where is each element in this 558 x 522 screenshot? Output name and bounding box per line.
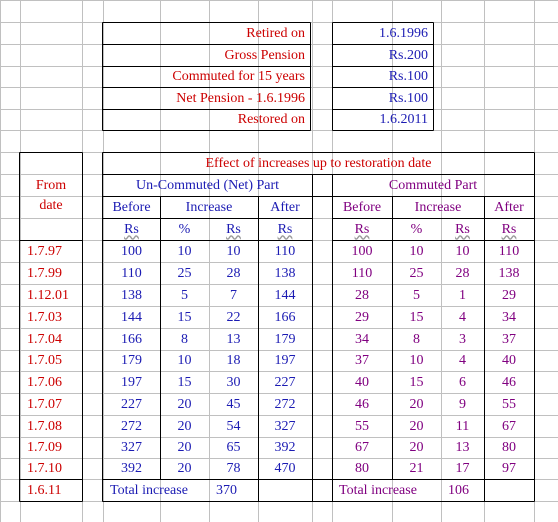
net-pension-value[interactable]: Rs.100 [388, 90, 428, 106]
u-after-cell[interactable]: 166 [274, 309, 296, 325]
u-before-unit-text: Rs [124, 221, 139, 237]
date-cell[interactable]: 1.7.09 [27, 440, 62, 455]
date-cell[interactable]: 1.7.04 [27, 331, 62, 347]
u-rs-cell[interactable]: 28 [226, 265, 241, 281]
u-pct-cell[interactable]: 20 [177, 418, 192, 434]
u-after-cell[interactable]: 227 [274, 374, 296, 390]
c-pct-cell[interactable]: 8 [413, 331, 420, 347]
c-before-cell[interactable]: 55 [355, 418, 369, 434]
net-pension-label[interactable]: Net Pension - 1.6.1996 [176, 90, 305, 106]
u-total-increase-value[interactable]: 370 [216, 482, 237, 498]
gross-pension-label[interactable]: Gross Pension [224, 47, 305, 63]
u-pct-cell[interactable]: 20 [177, 461, 192, 476]
u-before-header[interactable]: Before [112, 199, 151, 215]
c-rs-unit-text: Rs [455, 221, 470, 237]
u-after-cell[interactable]: 179 [274, 331, 296, 347]
date-cell[interactable]: 1.7.97 [27, 243, 62, 259]
c-after-cell[interactable]: 97 [502, 461, 516, 476]
date-cell[interactable]: 1.7.07 [27, 396, 62, 412]
c-rs-cell[interactable]: 11 [455, 418, 470, 434]
c-after-cell[interactable]: 29 [502, 287, 516, 303]
u-rs-cell[interactable]: 10 [226, 243, 241, 259]
c-pct-cell[interactable]: 20 [409, 418, 424, 434]
c-before-cell[interactable]: 46 [355, 396, 369, 412]
c-pct-cell[interactable]: 20 [409, 440, 424, 455]
c-rs-cell[interactable]: 4 [459, 353, 466, 368]
u-rs-unit-text: Rs [226, 221, 241, 237]
table-title[interactable]: Effect of increases up to restoration date [205, 155, 432, 171]
u-after-unit-text: Rs [277, 221, 293, 237]
c-before-cell[interactable]: 100 [351, 243, 373, 259]
c-pct-cell[interactable]: 5 [413, 287, 420, 303]
u-increase-header[interactable]: Increase [185, 199, 233, 215]
c-after-header[interactable]: After [494, 199, 524, 215]
retired-on-label[interactable]: Retired on [246, 25, 305, 41]
c-total-increase-label[interactable]: Total increase [339, 482, 417, 498]
u-rs-cell[interactable]: 13 [226, 331, 241, 347]
c-pct-cell[interactable]: 21 [409, 461, 424, 476]
u-before-cell[interactable]: 327 [121, 440, 142, 455]
u-after-cell[interactable]: 392 [274, 440, 296, 455]
u-after-cell[interactable]: 144 [274, 287, 296, 303]
u-before-cell[interactable]: 272 [121, 418, 142, 434]
u-after-cell[interactable]: 470 [274, 461, 296, 476]
c-after-cell[interactable]: 55 [502, 396, 516, 412]
c-before-cell[interactable]: 110 [351, 265, 373, 281]
u-before-cell[interactable]: 227 [121, 396, 142, 412]
c-before-cell[interactable]: 29 [355, 309, 369, 325]
total-row-date[interactable]: 1.6.11 [27, 482, 62, 498]
c-after-cell[interactable]: 40 [502, 353, 516, 368]
c-before-cell[interactable]: 80 [355, 461, 369, 476]
u-pct-cell[interactable]: 5 [181, 287, 188, 303]
u-pct-cell[interactable]: 20 [177, 396, 192, 412]
u-rs-cell[interactable]: 78 [226, 461, 241, 476]
c-after-cell[interactable]: 110 [498, 243, 520, 259]
c-before-cell[interactable]: 34 [355, 331, 369, 347]
date-cell[interactable]: 1.7.06 [27, 374, 62, 390]
c-before-cell[interactable]: 37 [355, 353, 369, 368]
u-rs-cell[interactable]: 54 [226, 418, 241, 434]
c-rs-cell[interactable]: 10 [455, 243, 470, 259]
date-cell[interactable]: 1.7.10 [27, 461, 62, 476]
u-rs-cell[interactable]: 22 [226, 309, 241, 325]
c-rs-cell[interactable]: 1 [459, 287, 466, 303]
c-rs-cell[interactable]: 3 [459, 331, 466, 347]
u-rs-unit[interactable] [209, 218, 258, 240]
u-after-cell[interactable]: 272 [274, 396, 296, 412]
c-before-unit-text: Rs [354, 221, 370, 237]
u-before-cell[interactable]: 100 [121, 243, 142, 259]
c-after-cell[interactable]: 138 [498, 265, 520, 281]
u-rs-cell[interactable]: 7 [230, 287, 237, 303]
c-rs-cell[interactable]: 13 [455, 440, 470, 455]
u-pct-cell[interactable]: 10 [177, 353, 192, 368]
c-rs-cell[interactable]: 4 [459, 309, 466, 325]
c-pct-cell[interactable]: 10 [409, 353, 424, 368]
c-pct-cell[interactable]: 15 [409, 309, 424, 325]
commuted-label[interactable]: Commuted for 15 years [172, 69, 305, 84]
gross-pension-value[interactable]: Rs.200 [388, 47, 428, 63]
c-after-cell[interactable]: 46 [502, 374, 516, 390]
u-rs-cell[interactable]: 18 [226, 353, 241, 368]
c-after-cell[interactable]: 34 [502, 309, 516, 325]
commuted-value[interactable]: Rs.100 [388, 69, 428, 84]
date-cell[interactable]: 1.7.08 [27, 418, 62, 434]
c-pct-cell[interactable]: 25 [409, 265, 424, 281]
u-rs-cell[interactable]: 65 [226, 440, 241, 455]
u-after-header[interactable]: After [270, 199, 300, 215]
u-rs-cell[interactable]: 30 [226, 374, 241, 390]
c-pct-cell[interactable]: 20 [409, 396, 424, 412]
c-before-header[interactable]: Before [342, 199, 382, 215]
u-pct-cell[interactable]: 15 [177, 309, 192, 325]
c-rs-cell[interactable]: 17 [455, 461, 470, 476]
u-after-cell[interactable]: 110 [274, 243, 296, 259]
u-rs-cell[interactable]: 45 [226, 396, 241, 412]
c-after-cell[interactable]: 80 [502, 440, 516, 455]
u-before-cell[interactable]: 110 [121, 265, 142, 281]
u-pct-cell[interactable]: 10 [177, 243, 192, 259]
c-after-cell[interactable]: 37 [502, 331, 516, 347]
retired-on-value[interactable]: 1.6.1996 [379, 25, 428, 41]
c-rs-cell[interactable]: 9 [459, 396, 466, 412]
c-before-cell[interactable]: 40 [355, 374, 369, 390]
c-before-cell[interactable]: 67 [355, 440, 369, 455]
u-before-cell[interactable]: 138 [121, 287, 142, 303]
u-before-cell[interactable]: 166 [121, 331, 142, 347]
u-total-increase-label[interactable]: Total increase [110, 482, 188, 498]
restored-on-value[interactable]: 1.6.2011 [379, 112, 428, 127]
u-after-cell[interactable]: 138 [274, 265, 296, 281]
date-cell[interactable]: 1.7.03 [27, 309, 62, 325]
c-after-unit-text: Rs [501, 221, 517, 237]
commuted-part-header[interactable]: Commuted Part [388, 177, 478, 193]
u-after-cell[interactable]: 327 [274, 418, 296, 434]
u-before-cell[interactable]: 179 [121, 353, 142, 368]
uncommuted-part-header[interactable]: Un-Commuted (Net) Part [135, 177, 280, 193]
c-after-unit[interactable] [484, 218, 534, 240]
u-before-cell[interactable]: 144 [121, 309, 142, 325]
u-pct-cell[interactable]: 15 [177, 374, 192, 390]
date-cell[interactable]: 1.12.01 [27, 287, 69, 303]
c-rs-cell[interactable]: 6 [459, 374, 466, 390]
c-pct-unit[interactable]: % [410, 221, 423, 237]
u-pct-cell[interactable]: 25 [177, 265, 192, 281]
u-pct-cell[interactable]: 20 [177, 440, 192, 455]
u-pct-cell[interactable]: 8 [181, 331, 188, 347]
date-cell[interactable]: 1.7.05 [27, 353, 62, 368]
u-after-unit[interactable] [258, 218, 312, 240]
u-before-cell[interactable]: 197 [121, 374, 142, 390]
date-cell[interactable]: 1.7.99 [27, 265, 62, 281]
c-pct-cell[interactable]: 15 [409, 374, 424, 390]
c-before-cell[interactable]: 28 [355, 287, 369, 303]
c-pct-cell[interactable]: 10 [409, 243, 424, 259]
u-pct-unit[interactable]: % [178, 221, 191, 237]
from-date-header-line2: date [39, 197, 63, 213]
c-increase-header[interactable]: Increase [414, 199, 462, 215]
u-after-cell[interactable]: 197 [274, 353, 296, 368]
u-before-unit[interactable] [103, 218, 160, 240]
c-rs-cell[interactable]: 28 [455, 265, 470, 281]
c-before-unit[interactable] [332, 218, 392, 240]
c-total-increase-value[interactable]: 106 [448, 482, 469, 498]
u-before-cell[interactable]: 392 [121, 461, 142, 476]
restored-on-label[interactable]: Restored on [237, 112, 305, 127]
c-rs-unit[interactable] [441, 218, 484, 240]
c-after-cell[interactable]: 67 [502, 418, 516, 434]
from-date-header-line1: From [35, 177, 67, 193]
